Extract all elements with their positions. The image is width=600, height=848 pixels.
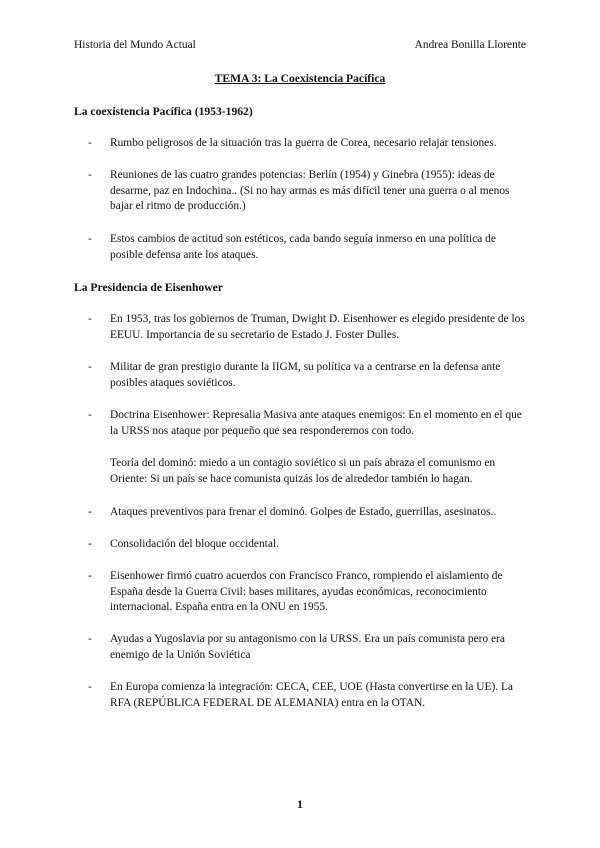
list-item <box>88 232 528 263</box>
list-item <box>88 537 528 553</box>
bullet-dash: - <box>88 506 92 518</box>
bullet-dash: - <box>88 361 92 373</box>
bullet-dash: - <box>88 538 92 550</box>
list-item-text: Reuniones de las cuatro grandes potencias: Berlín (1954) y Ginebra (1955): ideas de desarme, paz en Indochina.. (Si no hay armas es más difícil tener una guerra o al menos bajar el ritmo de producción.) <box>110 169 510 212</box>
list-item <box>88 360 528 391</box>
domino-theory-paragraph: Teoría del dominó: miedo a un contagio soviético si un país abraza el comunismo en Oriente: Si un país se hace comunista quizás los de alrededor también lo hagan. <box>110 457 496 485</box>
list-item-text: Militar de gran prestigio durante la IIGM, su política va a centrarse en la defensa ante posibles ataques soviéticos. <box>110 361 501 389</box>
bullet-dash: - <box>88 313 92 325</box>
header-author: Andrea Bonilla Llorente <box>414 39 526 51</box>
list-item-text: Estos cambios de actitud son estéticos, cada bando seguía inmerso en una política de posible defensa ante los ataques. <box>110 233 496 261</box>
list-item-text: Consolidación del bloque occidental. <box>110 538 279 550</box>
list-item-text: En 1953, tras los gobiernos de Truman, Dwight D. Eisenhower es elegido presidente de los EEUU. Importancia de su secretario de Estado J. Foster Dulles. <box>110 313 525 341</box>
list-item-text: Eisenhower firmó cuatro acuerdos con Francisco Franco, rompiendo el aislamiento de España desde la Guerra Civil: bases militares, ayudas económicas, reconocimiento internacional. España entra en la ONU en 1955. <box>110 570 503 613</box>
list-item-text: Rumbo peligrosos de la situación tras la guerra de Corea, necesario relajar tensiones. <box>110 137 497 149</box>
bullet-dash: - <box>88 570 92 582</box>
bullet-dash: - <box>88 233 92 245</box>
list-item <box>88 136 528 152</box>
list-item <box>88 569 528 616</box>
list-item-text: Ataques preventivos para frenar el dominó. Golpes de Estado, guerrillas, asesinatos.. <box>110 506 497 518</box>
list-item <box>88 312 528 343</box>
list-item-text: En Europa comienza la integración: CECA, CEE, UOE (Hasta convertirse en la UE). La RFA (REPÚBLICA FEDERAL DE ALEMANIA) entra en la OTAN. <box>110 681 513 709</box>
list-item <box>88 632 528 663</box>
list-item <box>88 680 528 711</box>
list-item-text: Ayudas a Yugoslavia por su antagonismo con la URSS. Era un país comunista pero era enemigo de la Unión Soviética <box>110 633 505 661</box>
bullet-dash: - <box>88 633 92 645</box>
page-number: 1 <box>297 797 303 811</box>
bullet-dash: - <box>88 409 92 421</box>
list-item-text: Doctrina Eisenhower: Represalia Masiva ante ataques enemigos: En el momento en el que la URSS nos ataque por pequeño que sea responderemos con todo. <box>110 409 522 437</box>
header-course-title: Historia del Mundo Actual <box>74 39 196 51</box>
bullet-dash: - <box>88 169 92 181</box>
list-item <box>88 505 528 521</box>
section-heading-coexistencia: La coexistencia Pacífica (1953-1962) <box>74 105 253 118</box>
document-title: TEMA 3: La Coexistencia Pacífica <box>214 72 386 85</box>
list-item <box>88 168 528 215</box>
list-item <box>88 408 528 439</box>
bullet-dash: - <box>88 681 92 693</box>
section-heading-eisenhower: La Presidencia de Eisenhower <box>74 281 223 294</box>
bullet-dash: - <box>88 137 92 149</box>
